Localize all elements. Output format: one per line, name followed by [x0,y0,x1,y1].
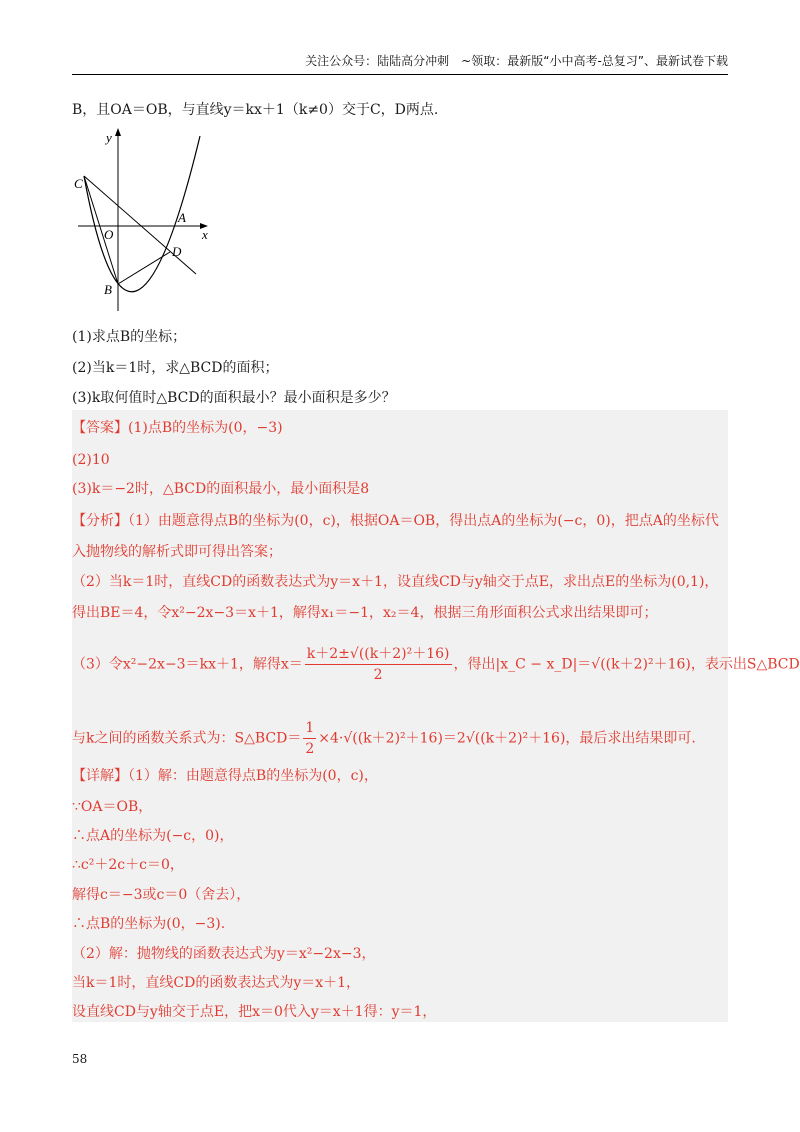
answer-line-1 [72,418,283,438]
detail-l4: ∴c²＋2c＋c＝0， [72,857,184,873]
analysis-p2b: 得出BE＝4，令x²−2x−3＝x＋1，解得x₁＝−1，x₂＝4，根据三角形面积公式求出结果即可； [72,605,658,621]
analysis-p3a-pre: （3）令x²−2x−3＝kx＋1，解得x＝ [72,656,303,673]
fraction-denominator: 2 [373,667,383,683]
label-a: A [178,210,186,225]
label-x: x [202,227,208,242]
analysis-p3b [72,718,696,759]
analysis-p3a [72,644,800,685]
answer-3: (3)k＝−2时，△BCD的面积最小，最小面积是8 [72,481,370,497]
parabola-figure [72,126,222,316]
fraction-half-denominator: 2 [305,741,315,757]
detail-l7: （2）解：抛物线的函数表达式为y＝x²−2x−3， [72,946,376,962]
analysis-tag: 【分析】 [72,513,128,529]
analysis-p3a-post: ，得出|x_C − x_D|＝√((k＋2)²＋16)，表示出S△BCD [453,656,800,673]
page-header [72,52,728,75]
detail-l3: ∴点A的坐标为(−c，0)， [72,828,234,844]
analysis-p1b: 入抛物线的解析式即可得出答案； [72,544,282,560]
question-2: (2)当k＝1时，求△BCD的面积； [72,360,279,376]
page-number: 58 [72,1052,88,1066]
label-y: y [106,130,112,145]
analysis-p2a: （2）当k＝1时，直线CD的函数表达式为y＝x＋1，设直线CD与y轴交于点E，求出点E的坐标为(0,1)， [72,574,719,590]
intro-line: B，且OA＝OB，与直线y＝kx＋1（k≠0）交于C，D两点. [72,102,439,118]
segment-bd [118,252,170,284]
fraction-half-numerator: 1 [303,718,316,739]
analysis-p3b-post: ×4·√((k＋2)²＋16)＝2√((k＋2)²＋16)，最后求出结果即可. [318,730,696,747]
question-3: (3)k取何值时△BCD的面积最小？最小面积是多少？ [72,390,396,406]
fraction-half [303,718,316,759]
detail-l5: 解得c＝−3或c＝0（舍去）， [72,887,251,903]
detail-l6: ∴点B的坐标为(0，−3). [72,916,226,932]
label-c: C [74,176,83,191]
label-b: B [104,282,112,297]
answer-1: (1)点B的坐标为(0，−3) [128,420,283,436]
header-text: 关注公众号：陆陆高分冲刺 ~领取：最新版“小中高考-总复习”、最新试卷下载 [305,54,728,68]
detail-tag: 【详解】 [72,768,128,784]
label-o: O [104,227,114,242]
y-axis-arrow [115,128,121,136]
answer-2: (2)10 [72,452,110,468]
line-cd [84,176,196,274]
analysis-p1a: （1）由题意得点B的坐标为(0，c)，根据OA＝OB，得出点A的坐标为(−c，0)，把点A的坐标代 [128,513,719,529]
fraction-x-solution [305,644,452,685]
detail-l2: ∵OA＝OB， [72,799,153,815]
analysis-line-1 [72,511,719,531]
detail-l8: 当k＝1时，直线CD的函数表达式为y＝x＋1， [72,975,361,991]
detail-line-1 [72,766,378,786]
fraction-numerator: k＋2±√((k＋2)²＋16) [305,644,452,665]
analysis-p3b-pre: 与k之间的函数关系式为：S△BCD＝ [72,730,302,747]
question-1: (1)求点B的坐标； [72,329,187,345]
answer-tag: 【答案】 [72,420,128,436]
label-d: D [172,244,182,259]
detail-l1: （1）解：由题意得点B的坐标为(0，c)， [128,768,378,784]
detail-l9: 设直线CD与y轴交于点E，把x＝0代入y＝x＋1得：y＝1， [72,1004,437,1020]
